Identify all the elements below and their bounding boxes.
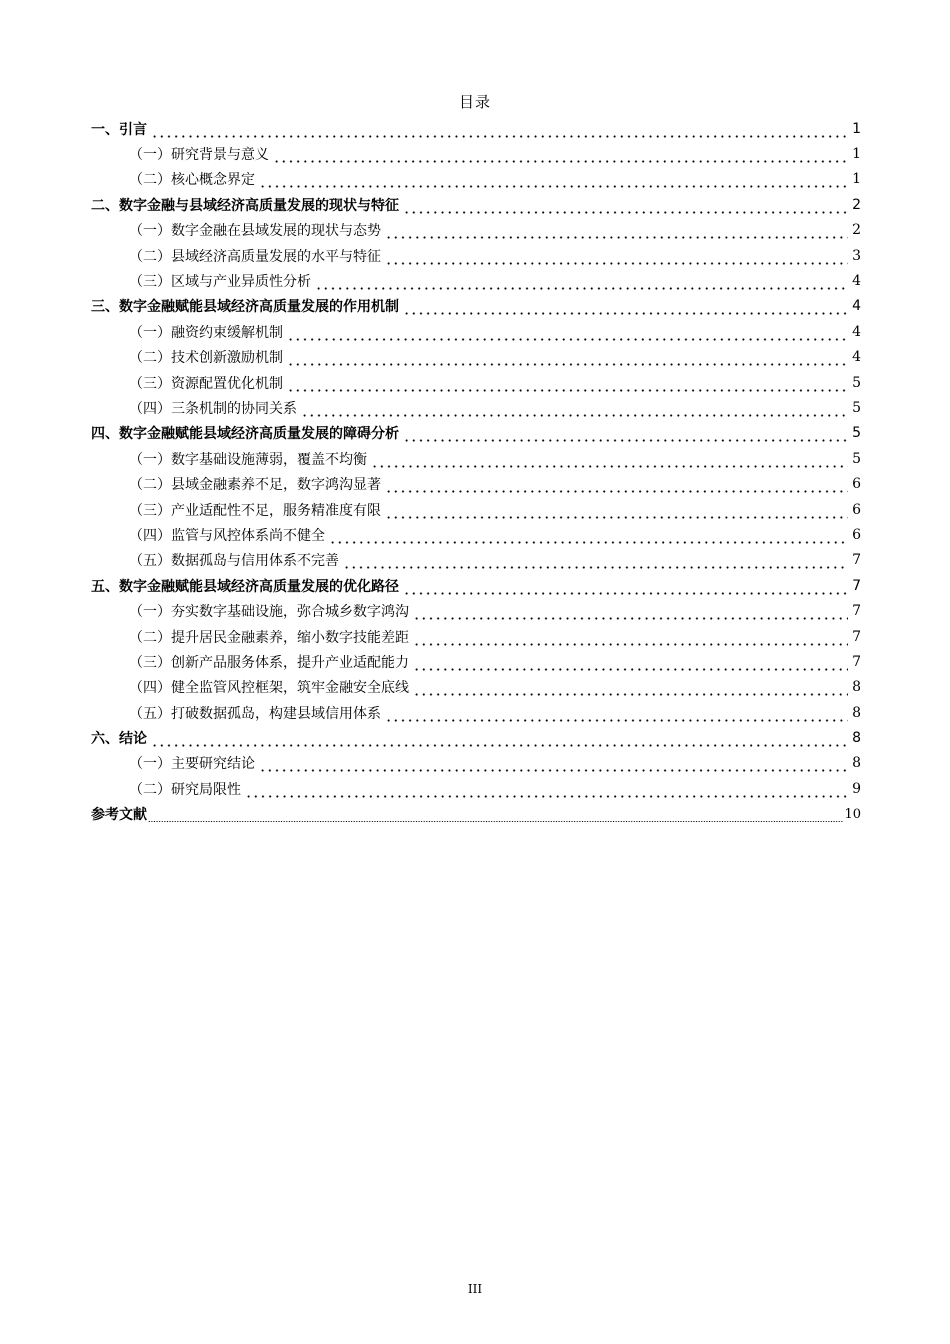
toc-subsection-entry[interactable] — [91, 700, 861, 725]
toc-entry-label: （一）研究背景与意义 — [129, 147, 269, 164]
toc-dot-leader — [413, 606, 848, 620]
toc-entry-label: （一）数字金融在县域发展的现状与态势 — [129, 223, 381, 240]
toc-entry-page-number: 8 — [852, 730, 861, 747]
toc-entry-label: （二）技术创新激励机制 — [129, 350, 283, 367]
toc-entry-label: （一）数字基础设施薄弱，覆盖不均衡 — [129, 451, 367, 468]
toc-entry-page-number: 8 — [852, 679, 861, 696]
toc-subsection-entry[interactable] — [91, 598, 861, 623]
toc-entry-page-number: 5 — [852, 374, 861, 391]
toc-entry-label: （三）创新产品服务体系，提升产业适配能力 — [129, 654, 409, 671]
toc-dot-leader — [385, 225, 848, 239]
toc-dot-leader — [413, 632, 848, 646]
toc-dot-leader — [259, 174, 848, 188]
toc-dot-leader — [273, 149, 848, 163]
toc-dot-leader — [245, 784, 848, 798]
toc-entry-label: 一、引言 — [91, 121, 147, 138]
toc-entry-page-number: 3 — [852, 247, 861, 264]
toc-subsection-entry[interactable] — [91, 624, 861, 649]
toc-dot-leader — [403, 200, 848, 214]
toc-entry-label: （五）打破数据孤岛，构建县域信用体系 — [129, 705, 381, 722]
toc-subsection-entry[interactable] — [91, 345, 861, 370]
toc-dot-leader — [385, 251, 848, 265]
toc-entry-label: 四、数字金融赋能县域经济高质量发展的障碍分析 — [91, 426, 399, 443]
toc-entry-label: （二）提升居民金融素养，缩小数字技能差距 — [129, 629, 409, 646]
toc-section-entry[interactable] — [91, 573, 861, 598]
toc-subsection-entry[interactable] — [91, 141, 861, 166]
toc-subsection-entry[interactable] — [91, 776, 861, 801]
toc-entry-page-number: 9 — [852, 780, 861, 797]
table-of-contents — [91, 116, 861, 827]
toc-entry-page-number: 7 — [852, 577, 861, 594]
toc-dot-leader — [287, 378, 848, 392]
toc-entry-label: （二）县域经济高质量发展的水平与特征 — [129, 248, 381, 265]
toc-entry-label: （五）数据孤岛与信用体系不完善 — [129, 553, 339, 570]
toc-subsection-entry[interactable] — [91, 218, 861, 243]
page-number-footer: III — [467, 1282, 483, 1296]
toc-subsection-entry[interactable] — [91, 497, 861, 522]
toc-dot-leader — [413, 657, 848, 671]
toc-dot-leader — [315, 276, 848, 290]
toc-entry-page-number: 1 — [852, 120, 861, 137]
toc-dot-leader — [385, 505, 848, 519]
toc-entry-label: 二、数字金融与县域经济高质量发展的现状与特征 — [91, 197, 399, 214]
toc-subsection-entry[interactable] — [91, 446, 861, 471]
toc-dot-leader — [151, 124, 848, 138]
toc-subsection-entry[interactable] — [91, 471, 861, 496]
toc-subsection-entry[interactable] — [91, 268, 861, 293]
toc-dot-leader — [413, 682, 848, 696]
toc-subsection-entry[interactable] — [91, 243, 861, 268]
toc-entry-page-number: 5 — [852, 399, 861, 416]
toc-dot-leader — [371, 454, 848, 468]
toc-entry-label: （四）健全监管风控框架，筑牢金融安全底线 — [129, 680, 409, 697]
toc-entry-label: 五、数字金融赋能县域经济高质量发展的优化路径 — [91, 578, 399, 595]
toc-section-entry[interactable] — [91, 421, 861, 446]
toc-subsection-entry[interactable] — [91, 751, 861, 776]
toc-entry-label: 六、结论 — [91, 731, 147, 748]
toc-section-entry[interactable] — [91, 294, 861, 319]
toc-entry-label: （三）区域与产业异质性分析 — [129, 274, 311, 291]
toc-entry-page-number: 4 — [852, 349, 861, 366]
toc-entry-page-number: 5 — [852, 450, 861, 467]
toc-entry-label: （一）融资约束缓解机制 — [129, 324, 283, 341]
toc-entry-page-number: 7 — [852, 552, 861, 569]
toc-dot-leader — [151, 733, 848, 747]
toc-dot-leader — [403, 301, 848, 315]
toc-entry-page-number: 2 — [852, 196, 861, 213]
toc-subsection-entry[interactable] — [91, 649, 861, 674]
toc-entry-page-number: 1 — [852, 146, 861, 163]
toc-dot-leader — [385, 479, 848, 493]
toc-entry-page-number: 5 — [852, 425, 861, 442]
toc-entry-label: 参考文献 — [91, 807, 147, 824]
toc-entry-label: （四）三条机制的协同关系 — [129, 400, 297, 417]
toc-entry-label: （三）资源配置优化机制 — [129, 375, 283, 392]
toc-dot-leader — [343, 555, 848, 569]
toc-dot-leader — [403, 428, 848, 442]
toc-entry-label: （一）夯实数字基础设施，弥合城乡数字鸿沟 — [129, 604, 409, 621]
toc-subsection-entry[interactable] — [91, 167, 861, 192]
toc-entry-label: 三、数字金融赋能县域经济高质量发展的作用机制 — [91, 299, 399, 316]
toc-entry-page-number: 6 — [852, 526, 861, 543]
toc-entry-page-number: 6 — [852, 501, 861, 518]
toc-dot-leader — [329, 530, 848, 544]
toc-entry-page-number: 6 — [852, 476, 861, 493]
toc-entry-label: （三）产业适配性不足，服务精准度有限 — [129, 502, 381, 519]
toc-dot-leader — [148, 809, 843, 823]
toc-entry-page-number: 7 — [852, 628, 861, 645]
toc-subsection-entry[interactable] — [91, 395, 861, 420]
toc-entry-page-number: 7 — [852, 603, 861, 620]
toc-dot-leader — [287, 327, 848, 341]
toc-dot-leader — [403, 581, 848, 595]
toc-entry-page-number: 10 — [844, 806, 861, 822]
toc-entry-page-number: 2 — [852, 222, 861, 239]
toc-entry-page-number: 7 — [852, 653, 861, 670]
toc-entry-page-number: 1 — [852, 171, 861, 188]
toc-subsection-entry[interactable] — [91, 522, 861, 547]
toc-references-entry[interactable] — [91, 802, 861, 827]
toc-entry-page-number: 4 — [852, 273, 861, 290]
toc-entry-label: （一）主要研究结论 — [129, 756, 255, 773]
page-title: 目录 — [458, 93, 491, 111]
toc-entry-label: （四）监管与风控体系尚不健全 — [129, 527, 325, 544]
toc-dot-leader — [259, 758, 848, 772]
toc-dot-leader — [301, 403, 848, 417]
toc-entry-label: （二）研究局限性 — [129, 781, 241, 798]
toc-entry-page-number: 8 — [852, 704, 861, 721]
toc-section-entry[interactable] — [91, 192, 861, 217]
toc-section-entry[interactable] — [91, 116, 861, 141]
toc-entry-label: （二）核心概念界定 — [129, 172, 255, 189]
toc-dot-leader — [385, 708, 848, 722]
toc-subsection-entry[interactable] — [91, 370, 861, 395]
toc-subsection-entry[interactable] — [91, 675, 861, 700]
toc-subsection-entry[interactable] — [91, 319, 861, 344]
toc-entry-page-number: 4 — [852, 323, 861, 340]
toc-section-entry[interactable] — [91, 725, 861, 750]
toc-dot-leader — [287, 352, 848, 366]
toc-subsection-entry[interactable] — [91, 548, 861, 573]
toc-entry-page-number: 8 — [852, 755, 861, 772]
toc-entry-page-number: 4 — [852, 298, 861, 315]
toc-entry-label: （二）县域金融素养不足，数字鸿沟显著 — [129, 477, 381, 494]
